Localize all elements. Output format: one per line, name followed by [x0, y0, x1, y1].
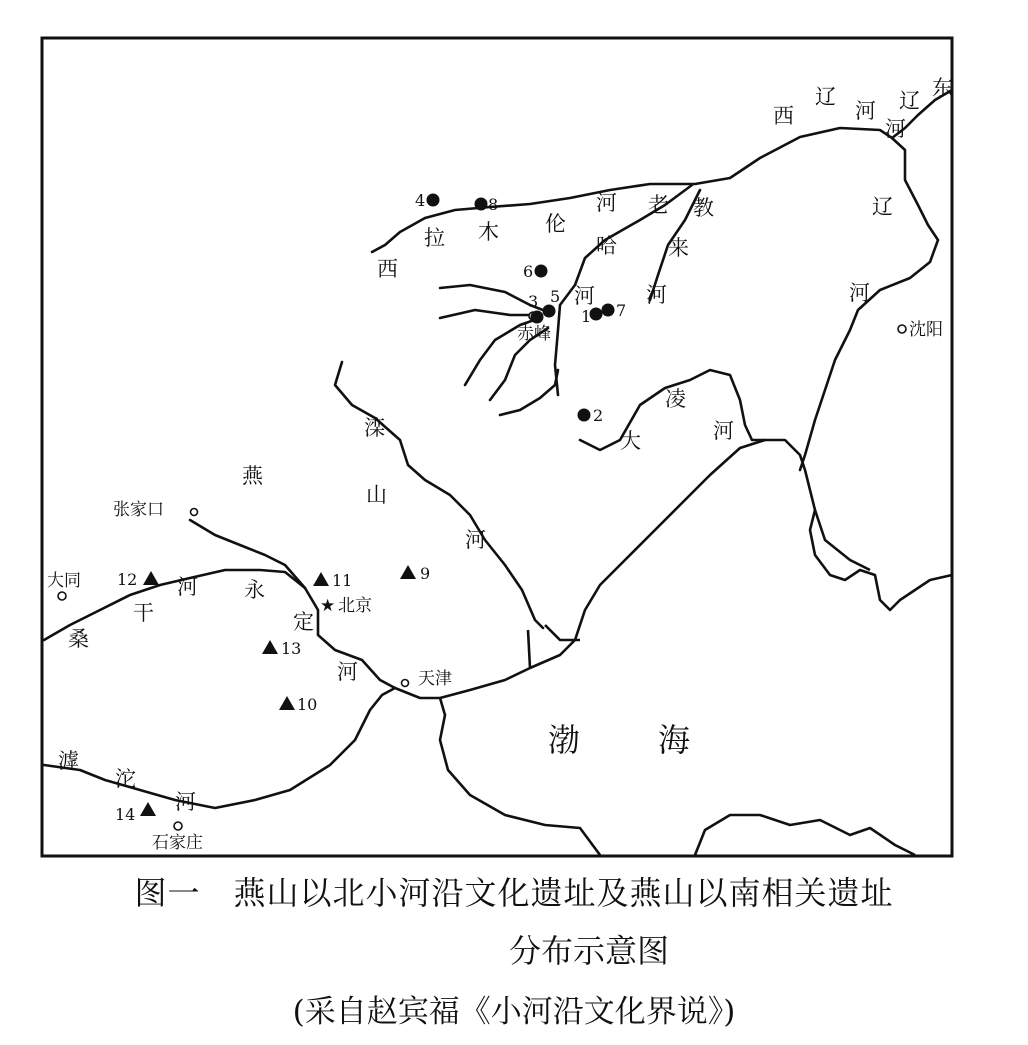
label-xiliao-3: 河 — [855, 99, 876, 123]
site-label-5: 5 — [550, 287, 561, 306]
river-xilamulun — [372, 128, 892, 252]
city-marker-shijiazhuang — [174, 822, 182, 830]
label-yongding-2: 定 — [293, 610, 314, 634]
coastline-liaodong — [815, 510, 870, 570]
city-marker-datong — [58, 592, 66, 600]
label-xilamulun-2: 拉 — [424, 226, 445, 250]
site-label-1: 1 — [581, 307, 592, 326]
caption-line-2: 分布示意图 — [508, 932, 669, 970]
city-marker-tianjin — [402, 680, 409, 687]
label-liao-2: 河 — [849, 281, 870, 305]
city-label-chifeng: 赤峰 — [517, 324, 551, 344]
river-tributary-d — [500, 370, 558, 415]
label-dongliao-2: 辽 — [899, 89, 920, 113]
label-laoha-3: 河 — [574, 284, 595, 308]
caption-line-1: 图一 燕山以北小河沿文化遗址及燕山以南相关遗址 — [134, 874, 894, 912]
site-marker-8 — [475, 198, 488, 211]
coast-inlet — [528, 625, 580, 668]
city-label-shijiazhuang: 石家庄 — [152, 833, 203, 853]
label-sanggan-1: 桑 — [68, 627, 89, 651]
city-label-zhangjiakou: 张家口 — [113, 500, 164, 520]
label-xilamulun-4: 伦 — [545, 212, 566, 236]
label-yongding-3: 河 — [337, 660, 358, 684]
river-tributary-a — [440, 310, 535, 318]
site-marker-9 — [400, 565, 416, 579]
city-label-tianjin: 天津 — [418, 669, 452, 689]
label-luan-2: 河 — [465, 528, 486, 552]
city-marker-shenyang — [898, 325, 906, 333]
label-sanggan-2: 干 — [133, 601, 154, 625]
label-bohai-2: 海 — [658, 721, 691, 759]
city-marker-zhangjiakou — [191, 509, 198, 516]
site-label-3: 3 — [528, 292, 539, 311]
label-daling-1: 凌 — [665, 387, 686, 411]
label-yan-1: 燕 — [242, 464, 263, 488]
label-jiaolai-1: 教 — [693, 196, 714, 220]
coastline-shandong — [695, 815, 915, 855]
label-hutuo-1: 滹 — [58, 749, 79, 773]
site-marker-7 — [602, 304, 615, 317]
label-bohai-1: 渤 — [548, 721, 581, 759]
label-sanggan-3: 河 — [177, 575, 198, 599]
site-label-6: 6 — [523, 262, 534, 281]
site-marker-5 — [543, 305, 556, 318]
label-jiaolai-3: 河 — [646, 283, 667, 307]
site-marker-10 — [279, 696, 295, 710]
label-daling-2: 大 — [620, 429, 641, 453]
site-label-10: 10 — [297, 695, 318, 714]
site-marker-14 — [140, 802, 156, 816]
site-marker-2 — [578, 409, 591, 422]
site-marker-4 — [427, 194, 440, 207]
coastline-bohai — [395, 688, 600, 855]
site-label-8: 8 — [488, 195, 499, 214]
label-yan-2: 山 — [366, 483, 387, 507]
label-jiaolai-2: 来 — [668, 236, 689, 260]
site-label-11: 11 — [332, 571, 353, 590]
label-xilamulun-3: 木 — [478, 220, 499, 244]
site-label-9: 9 — [420, 564, 431, 583]
river-hutuo — [44, 688, 395, 808]
site-marker-13 — [262, 640, 278, 654]
map-border — [42, 38, 952, 856]
label-daling-3: 河 — [713, 419, 734, 443]
site-label-2: 2 — [593, 406, 604, 425]
caption-source: (采自赵宾福《小河沿文化界说》) — [292, 994, 736, 1030]
label-laoha-1: 老 — [648, 193, 669, 217]
label-liao-1: 辽 — [872, 195, 893, 219]
site-label-14: 14 — [115, 805, 136, 824]
city-marker-beijing: ★ — [320, 596, 336, 616]
label-hutuo-2: 沱 — [115, 767, 136, 791]
site-label-12: 12 — [117, 570, 138, 589]
site-marker-12 — [143, 571, 159, 585]
site-marker-1 — [590, 308, 603, 321]
label-hutuo-3: 河 — [175, 790, 196, 814]
city-label-datong: 大同 — [47, 571, 81, 591]
site-label-13: 13 — [281, 639, 302, 658]
label-xiliao-1: 西 — [773, 104, 794, 128]
site-marker-6 — [535, 265, 548, 278]
site-marker-11 — [313, 572, 329, 586]
city-label-shenyang: 沈阳 — [909, 320, 943, 340]
site-label-4: 4 — [415, 191, 426, 210]
label-xilamulun-1: 西 — [377, 257, 398, 281]
label-xilamulun-5: 河 — [596, 191, 617, 215]
city-label-beijing: 北京 — [338, 596, 372, 616]
label-dongliao-1: 东 — [932, 76, 953, 100]
site-label-7: 7 — [616, 301, 627, 320]
coastline-north — [440, 440, 952, 698]
label-laoha-2: 哈 — [596, 234, 617, 258]
label-luan-1: 滦 — [364, 416, 385, 440]
label-dongliao-3: 河 — [885, 117, 906, 141]
site-marker-3 — [531, 311, 544, 324]
label-yongding-1: 永 — [244, 578, 265, 602]
label-xiliao-2: 辽 — [815, 85, 836, 109]
